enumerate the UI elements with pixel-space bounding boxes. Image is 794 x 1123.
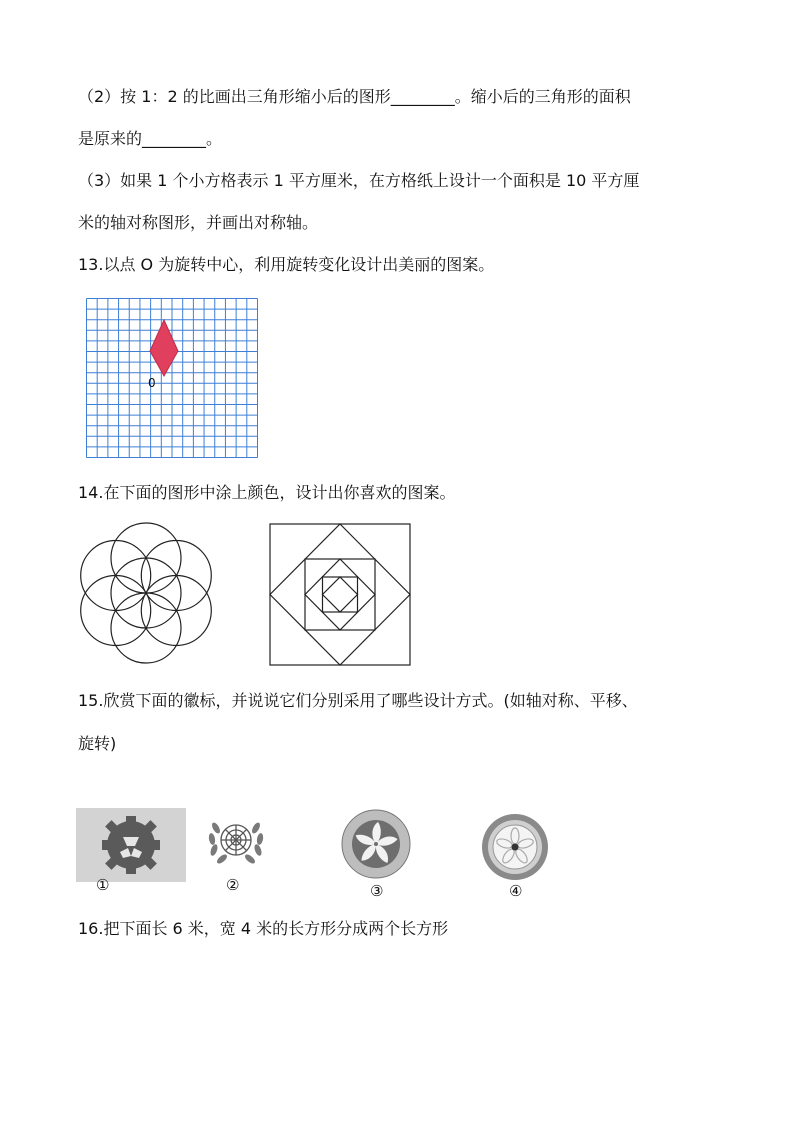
q16-text: 16.把下面长 6 米，宽 4 米的长方形分成两个长方形 [78, 919, 449, 938]
q13-text: 13.以点 O 为旋转中心，利用旋转变化设计出美丽的图案。 [78, 255, 495, 274]
grid-lines [87, 299, 258, 458]
q12-part2-line1: （2）按 1：2 的比画出三角形缩小后的图形________。缩小后的三角形的面积 [78, 87, 631, 106]
rotation-grid-figure [86, 298, 258, 458]
gear-logo-icon [76, 808, 186, 882]
q12-part3-line1: （3）如果 1 个小方格表示 1 平方厘米，在方格纸上设计一个面积是 10 平方厘 [78, 171, 640, 190]
q15-line1: 15.欣赏下面的徽标，并说说它们分别采用了哪些设计方式。(如轴对称、平移、 [78, 691, 638, 710]
nested-squares-figure [268, 522, 414, 668]
red-rhombus [150, 320, 178, 376]
q15-line2: 旋转) [78, 734, 117, 753]
q14-text: 14.在下面的图形中涂上颜色，设计出你喜欢的图案。 [78, 483, 456, 502]
hong-kong-emblem-icon [340, 808, 412, 880]
logo-1-label: ① [96, 876, 110, 894]
circle-flower-figure [78, 520, 218, 666]
q12-part3-line2: 米的轴对称图形，并画出对称轴。 [78, 213, 319, 232]
logo-3-label: ③ [370, 882, 384, 900]
logo-2-label: ② [226, 876, 240, 894]
united-nations-logo-icon [204, 812, 268, 872]
q12-part2-line2: 是原来的________。 [78, 129, 223, 148]
logo-4-label: ④ [509, 882, 523, 900]
circular-seal-logo-icon [480, 812, 550, 882]
point-o-label: 0 [148, 376, 156, 390]
